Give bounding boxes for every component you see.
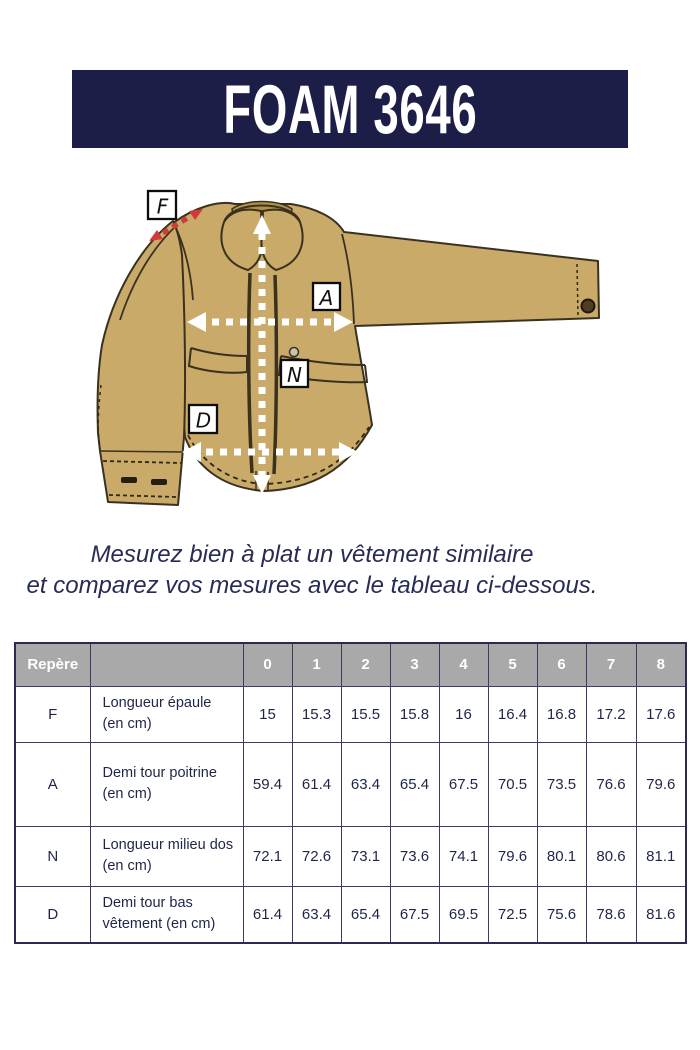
row-D-value-8: 81.6 — [636, 886, 686, 943]
jacket-diagram — [85, 185, 615, 515]
row-N-value-4: 74.1 — [439, 826, 488, 886]
header-size-7: 7 — [586, 643, 636, 686]
mark-box-N — [281, 360, 308, 387]
header-size-3: 3 — [390, 643, 439, 686]
mark-box-D — [189, 405, 217, 433]
row-A-value-5: 70.5 — [488, 742, 537, 826]
left-cuff-buttonhole-1 — [121, 477, 137, 483]
row-A-value-6: 73.5 — [537, 742, 586, 826]
row-F-value-0: 15 — [243, 686, 292, 742]
measure-instructions — [0, 539, 624, 601]
table-row-F — [15, 686, 686, 742]
header-description — [90, 643, 243, 686]
row-A-label: Demi tour poitrine (en cm) — [90, 742, 243, 826]
row-F-value-6: 16.8 — [537, 686, 586, 742]
left-cuff-buttonhole-2 — [151, 479, 167, 485]
header-size-0: 0 — [243, 643, 292, 686]
row-A-value-3: 65.4 — [390, 742, 439, 826]
row-F-mark: F — [15, 686, 90, 742]
measure-instructions-line-2: et comparez vos mesures avec le tableau ci-dessous. — [26, 572, 598, 599]
table-row-A — [15, 742, 686, 826]
product-title: FOAM 3646 — [223, 70, 477, 148]
mark-letter-D: D — [195, 408, 212, 433]
row-D-value-2: 65.4 — [341, 886, 390, 943]
row-D-value-4: 69.5 — [439, 886, 488, 943]
header-size-4: 4 — [439, 643, 488, 686]
row-F-value-4: 16 — [439, 686, 488, 742]
row-N-value-6: 80.1 — [537, 826, 586, 886]
row-F-value-1: 15.3 — [292, 686, 341, 742]
measure-instructions-line-1: Mesurez bien à plat un vêtement similaire — [90, 541, 534, 568]
header-size-5: 5 — [488, 643, 537, 686]
row-D-mark: D — [15, 886, 90, 943]
table-row-D — [15, 886, 686, 943]
zipper-pull — [290, 348, 299, 357]
row-N-value-7: 80.6 — [586, 826, 636, 886]
header-size-8: 8 — [636, 643, 686, 686]
row-F-label: Longueur épaule (en cm) — [90, 686, 243, 742]
row-D-value-3: 67.5 — [390, 886, 439, 943]
mark-letter-F: F — [156, 194, 169, 219]
row-D-value-7: 78.6 — [586, 886, 636, 943]
header-size-1: 1 — [292, 643, 341, 686]
header-repere: Repère — [15, 643, 90, 686]
row-F-value-7: 17.2 — [586, 686, 636, 742]
header-size-2: 2 — [341, 643, 390, 686]
size-table-header-row — [15, 643, 686, 686]
row-F-value-5: 16.4 — [488, 686, 537, 742]
product-banner — [72, 70, 628, 148]
row-N-value-5: 79.6 — [488, 826, 537, 886]
mark-box-F — [148, 191, 176, 219]
mark-box-A — [313, 283, 340, 310]
row-N-mark: N — [15, 826, 90, 886]
row-N-label: Longueur milieu dos (en cm) — [90, 826, 243, 886]
row-A-value-8: 79.6 — [636, 742, 686, 826]
row-F-value-3: 15.8 — [390, 686, 439, 742]
row-D-value-0: 61.4 — [243, 886, 292, 943]
row-F-value-2: 15.5 — [341, 686, 390, 742]
left-cuff-seam — [100, 451, 183, 452]
row-A-mark: A — [15, 742, 90, 826]
right-cuff-button — [582, 300, 595, 313]
mark-letter-A: A — [319, 286, 334, 310]
row-N-value-3: 73.6 — [390, 826, 439, 886]
row-N-value-8: 81.1 — [636, 826, 686, 886]
header-size-6: 6 — [537, 643, 586, 686]
table-row-N — [15, 826, 686, 886]
row-N-value-2: 73.1 — [341, 826, 390, 886]
row-A-value-7: 76.6 — [586, 742, 636, 826]
row-A-value-2: 63.4 — [341, 742, 390, 826]
row-D-label: Demi tour bas vêtement (en cm) — [90, 886, 243, 943]
row-D-value-6: 75.6 — [537, 886, 586, 943]
row-N-value-0: 72.1 — [243, 826, 292, 886]
row-D-value-1: 63.4 — [292, 886, 341, 943]
size-table — [14, 642, 687, 944]
row-D-value-5: 72.5 — [488, 886, 537, 943]
row-A-value-1: 61.4 — [292, 742, 341, 826]
row-A-value-4: 67.5 — [439, 742, 488, 826]
row-A-value-0: 59.4 — [243, 742, 292, 826]
row-F-value-8: 17.6 — [636, 686, 686, 742]
mark-letter-N: N — [287, 363, 302, 387]
row-N-value-1: 72.6 — [292, 826, 341, 886]
right-cuff-stitch — [577, 264, 578, 316]
